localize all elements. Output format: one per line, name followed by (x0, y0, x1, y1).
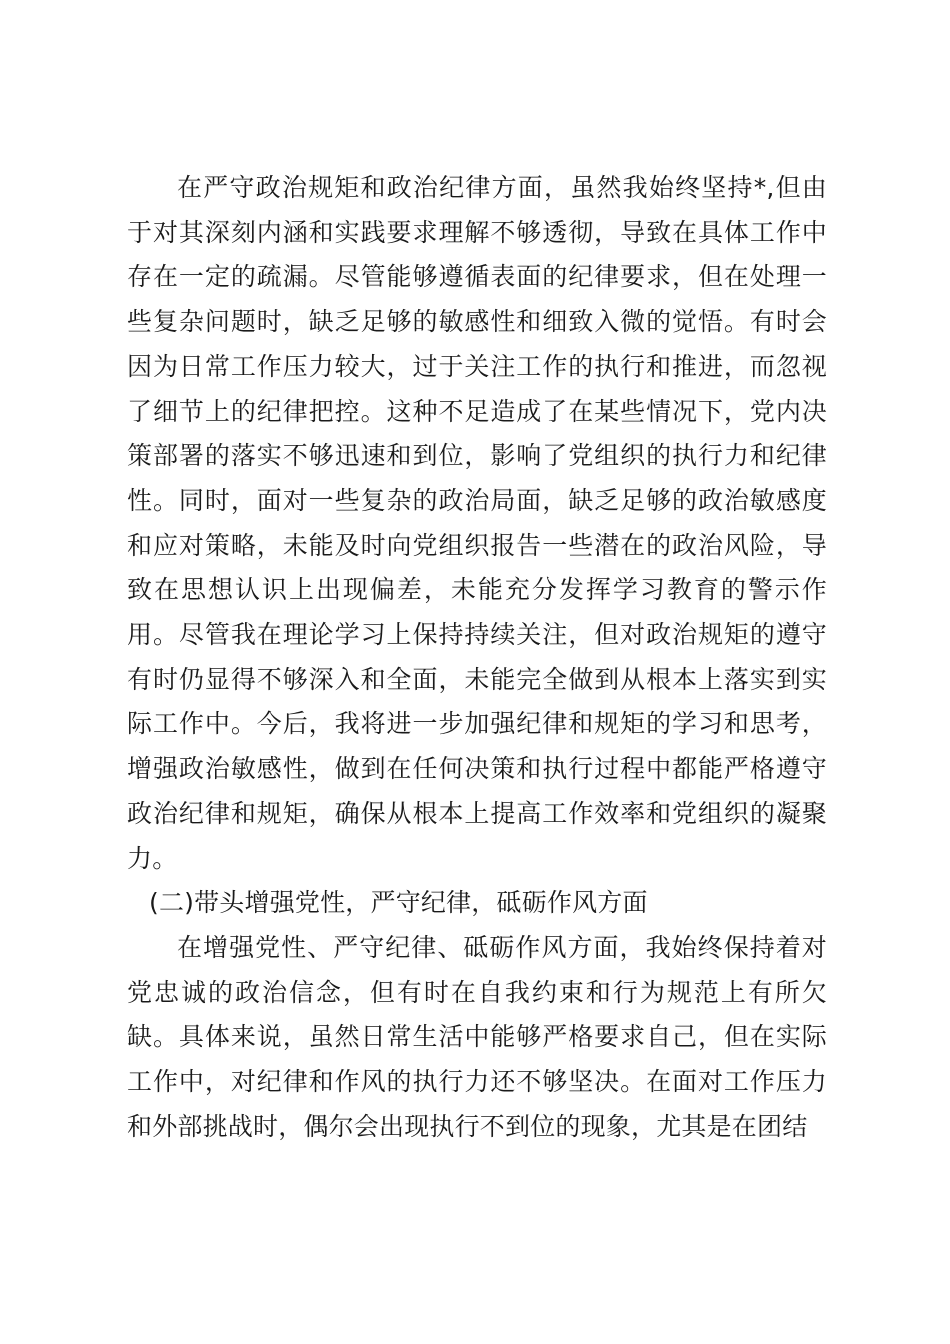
document-body (127, 166, 827, 1149)
paragraph-political-discipline: 在严守政治规矩和政治纪律方面，虽然我始终坚持*,但由于对其深刻内涵和实践要求理解不够透彻，导致在具体工作中存在一定的疏漏。尽管能够遵循表面的纪律要求，但在处理一些复杂问题时，缺乏足够的敏感性和细致入微的觉悟。有时会因为日常工作压力较大，过于关注工作的执行和推进，而忽视了细节上的纪律把控。这种不足造成了在某些情况下，党内决策部署的落实不够迅速和到位，影响了党组织的执行力和纪律性。同时，面对一些复杂的政治局面，缺乏足够的政治敏感度和应对策略，未能及时向党组织报告一些潜在的政治风险，导致在思想认识上出现偏差，未能充分发挥学习教育的警示作用。尽管我在理论学习上保持持续关注，但对政治规矩的遵守有时仍显得不够深入和全面，未能完全做到从根本上落实到实际工作中。今后，我将进一步加强纪律和规矩的学习和思考，增强政治敏感性，做到在任何决策和执行过程中都能严格遵守政治纪律和规矩，确保从根本上提高工作效率和党组织的凝聚力。 (127, 173, 827, 873)
paragraph-party-spirit: 在增强党性、严守纪律、砥砺作风方面，我始终保持着对党忠诚的政治信念，但有时在自我约束和行为规范上有所欠缺。具体来说，虽然日常生活中能够严格要求自己，但在实际工作中，对纪律和作风的执行力还不够坚决。在面对工作压力和外部挑战时，偶尔会出现执行不到位的现象，尤其是在团结 (127, 932, 827, 1141)
section-heading-party-spirit: (二)带头增强党性，严守纪律，砥砺作风方面 (149, 888, 648, 918)
